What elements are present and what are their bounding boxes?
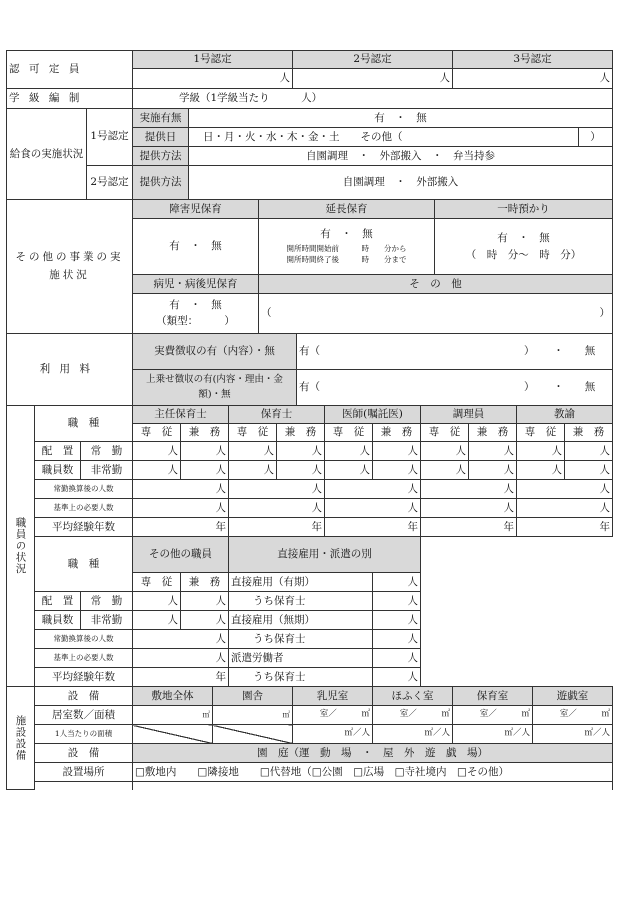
crawl-per-person[interactable]: ㎡／人	[373, 725, 453, 744]
other-staff-header: その他の職員	[133, 537, 229, 573]
hijoukin-label: 非常勤	[81, 461, 133, 480]
staff-count-cell[interactable]: 人	[133, 461, 181, 480]
cert1-header: 1号認定	[133, 51, 293, 69]
staff-count-cell[interactable]: 人	[373, 442, 421, 461]
temp-care-yesno[interactable]: 有 ・ 無	[497, 231, 550, 244]
kijun-cell[interactable]: 人	[229, 499, 325, 518]
direct-fixed-count[interactable]: 人	[373, 573, 421, 592]
staff-count-cell[interactable]: 人	[229, 442, 277, 461]
direct-perm-label: 直接雇用（無期）	[229, 611, 373, 630]
hoiku-of-haken: うち保育士	[229, 668, 373, 687]
meal-days-close: ）	[579, 128, 613, 147]
hijoukin-label-2: 非常勤	[81, 611, 133, 630]
extended-end[interactable]: 開所時間終了後 時 分まで	[286, 255, 407, 265]
haichi-label-2: 配 置	[35, 592, 81, 611]
meal-impl-label: 実施有無	[133, 109, 189, 128]
type-chief-nurse: 主任保育士	[133, 406, 229, 424]
other-staff-count[interactable]: 人	[133, 611, 181, 630]
col-ken: 兼 務	[277, 424, 325, 442]
staff-count-cell[interactable]: 人	[181, 461, 229, 480]
other-staff-count[interactable]: 人	[181, 611, 229, 630]
joukin-label-2: 常 勤	[81, 592, 133, 611]
col-building: 園舎	[213, 687, 293, 706]
cut-cell	[133, 782, 613, 790]
col-crawl-room: ほふく室	[373, 687, 453, 706]
type-doctor: 医師(嘱託医)	[325, 406, 421, 424]
col-sen: 専 従	[133, 424, 181, 442]
cert1-count[interactable]: 人	[133, 69, 293, 89]
temp-care-time[interactable]: （ 時 分～ 時 分）	[465, 248, 582, 261]
staff-count-cell[interactable]: 人	[517, 442, 565, 461]
meal-no1-label: 1号認定	[87, 109, 133, 166]
others-header: そ の 他	[259, 275, 613, 294]
col-nursery-room: 保育室	[453, 687, 533, 706]
kansan-label-2: 常勤換算後の人数	[35, 630, 133, 649]
haken-count[interactable]: 人	[373, 649, 421, 668]
building-per-person-na	[213, 725, 293, 744]
other-business-label: その他の事業の実施状況	[7, 200, 133, 334]
meal-method1-label: 提供方法	[133, 147, 189, 166]
kansan-cell[interactable]: 人	[517, 480, 613, 499]
type-teacher: 教諭	[517, 406, 613, 424]
infant-per-person[interactable]: ㎡／人	[293, 725, 373, 744]
kansan-cell[interactable]: 人	[421, 480, 517, 499]
meal-table	[6, 108, 613, 200]
kijun-cell[interactable]: 人	[421, 499, 517, 518]
other-business-table	[6, 199, 613, 334]
cert2-header: 2号認定	[293, 51, 453, 69]
fee-extra-close: ）	[497, 370, 537, 406]
extended-care-yesno[interactable]: 有 ・ 無	[320, 228, 373, 241]
meal-label: 給食の実施状況	[7, 109, 87, 200]
fee-label: 利用料	[7, 334, 133, 406]
disabled-care-value[interactable]: 有 ・ 無	[133, 219, 259, 275]
meal-method1-value[interactable]: 自園調理 ・ 外部搬入 ・ 弁当持参	[189, 147, 613, 166]
cut-cell	[35, 782, 133, 790]
staff-count-cell[interactable]: 人	[469, 442, 517, 461]
fee-extra-label: 上乗せ徴収の有(内容・理由・金額)・無	[133, 370, 297, 406]
keiken-cell[interactable]: 年	[325, 518, 421, 537]
fee-actual-value[interactable]: 有（	[297, 334, 497, 370]
kijun-cell[interactable]: 人	[517, 499, 613, 518]
staff-count-cell[interactable]: 人	[325, 461, 373, 480]
kansan-cell[interactable]: 人	[325, 480, 421, 499]
staff-count-cell[interactable]: 人	[181, 442, 229, 461]
keiken-cell[interactable]: 年	[229, 518, 325, 537]
direct-fixed-label: 直接雇用（有期）	[229, 573, 373, 592]
meal-method2-label: 提供方法	[133, 166, 189, 200]
hoiku-of-perm: うち保育士	[229, 630, 373, 649]
play-room-count[interactable]: 室／	[559, 709, 577, 720]
haichi-label: 配 置	[35, 442, 81, 461]
extended-care-header: 延長保育	[259, 200, 435, 219]
infant-room-count[interactable]: 室／	[319, 709, 337, 720]
cert2-count[interactable]: 人	[293, 69, 453, 89]
place-options[interactable]: □敷地内 □隣接地 □代替地（□公園 □広場 □寺社境内 □その他）	[133, 763, 613, 782]
staff-count-cell[interactable]: 人	[421, 442, 469, 461]
cert3-count[interactable]: 人	[453, 69, 613, 89]
col-site: 敷地全体	[133, 687, 213, 706]
infant-room-area[interactable]: ㎡	[361, 709, 370, 720]
joukin-label: 常 勤	[81, 442, 133, 461]
crawl-room-count[interactable]: 室／	[399, 709, 417, 720]
fee-actual-label: 実費徴収の有（内容）・無	[133, 334, 297, 370]
staff-table	[6, 405, 613, 687]
employ-header: 直接雇用・派遣の別	[229, 537, 421, 573]
staff-count-cell[interactable]: 人	[469, 461, 517, 480]
staff-count-cell[interactable]: 人	[133, 442, 181, 461]
nursery-room-count[interactable]: 室／	[479, 709, 497, 720]
kansan-label: 常勤換算後の人数	[35, 480, 133, 499]
place-label: 設置場所	[35, 763, 133, 782]
others-open: （	[261, 307, 272, 320]
equip-label-2: 設 備	[35, 744, 133, 763]
sick-care-header: 病児・病後児保育	[133, 275, 259, 294]
col-play-room: 遊戯室	[533, 687, 613, 706]
fee-actual-close: ）	[497, 334, 537, 370]
other-kijun-cell[interactable]: 人	[133, 649, 229, 668]
keiken-label: 平均経験年数	[35, 518, 133, 537]
keiken-cell[interactable]: 年	[517, 518, 613, 537]
col-infant-room: 乳児室	[293, 687, 373, 706]
kansan-cell[interactable]: 人	[133, 480, 229, 499]
facility-table	[6, 686, 613, 790]
per-person-label: 1人当たりの面積	[35, 725, 133, 744]
facility-side-label: 施設設備	[7, 687, 35, 790]
kansan-cell[interactable]: 人	[229, 480, 325, 499]
col-sen: 専 従	[517, 424, 565, 442]
type-cook: 調理員	[421, 406, 517, 424]
temp-care-header: 一時預かり	[435, 200, 613, 219]
meal-days-label: 提供日	[133, 128, 189, 147]
garden-header: 園 庭（運 動 場 ・ 屋 外 遊 戯 場）	[133, 744, 613, 763]
type-nurse: 保育士	[229, 406, 325, 424]
other-keiken-cell[interactable]: 年	[133, 668, 229, 687]
staff-count-cell[interactable]: 人	[325, 442, 373, 461]
equip-label: 設 備	[35, 687, 133, 706]
building-area[interactable]: ㎡	[213, 706, 293, 725]
play-room-area[interactable]: ㎡	[601, 709, 610, 720]
meal-method2-value[interactable]: 自園調理 ・ 外部搬入	[189, 166, 613, 200]
col-sen: 専 従	[325, 424, 373, 442]
hoiku-of-fixed: うち保育士	[229, 592, 373, 611]
col-ken: 兼 務	[565, 424, 613, 442]
kijun-cell[interactable]: 人	[325, 499, 421, 518]
nursery-room-area[interactable]: ㎡	[521, 709, 530, 720]
col-sen: 専 従	[133, 573, 181, 592]
hoiku-of-fixed-count[interactable]: 人	[373, 592, 421, 611]
haken-label: 派遣労働者	[229, 649, 373, 668]
staff-count-cell[interactable]: 人	[565, 461, 613, 480]
staff-count-cell[interactable]: 人	[277, 442, 325, 461]
col-ken: 兼 務	[181, 573, 229, 592]
staff-count-cell[interactable]: 人	[229, 461, 277, 480]
hoiku-of-haken-count[interactable]: 人	[373, 668, 421, 687]
cert3-header: 3号認定	[453, 51, 613, 69]
staff-count-cell[interactable]: 人	[517, 461, 565, 480]
col-sen: 専 従	[229, 424, 277, 442]
staff-side-label: 職員の状況	[7, 406, 35, 687]
class-label: 学級編制	[7, 89, 133, 109]
hoiku-of-perm-count[interactable]: 人	[373, 630, 421, 649]
sick-care-yesno[interactable]: 有 ・ 無	[169, 298, 222, 311]
direct-perm-count[interactable]: 人	[373, 611, 421, 630]
keiken-cell[interactable]: 年	[133, 518, 229, 537]
staff-kind-label-2: 職 種	[35, 537, 133, 592]
meal-days-value[interactable]: 日・月・火・水・木・金・土 その他（	[189, 128, 579, 147]
disabled-care-header: 障害児保育	[133, 200, 259, 219]
staff-count-cell[interactable]: 人	[373, 461, 421, 480]
class-value[interactable]: 学級（1学級当たり 人）	[133, 89, 613, 109]
staff-count-cell[interactable]: 人	[565, 442, 613, 461]
staff-kind-label: 職 種	[35, 406, 133, 442]
shokuin-label: 職員数	[35, 461, 81, 480]
application-form	[6, 50, 612, 790]
fee-extra-mu[interactable]: ・ 無	[537, 370, 613, 406]
kyoshitsu-label: 居室数／面積	[35, 706, 133, 725]
play-per-person[interactable]: ㎡／人	[533, 725, 613, 744]
col-ken: 兼 務	[469, 424, 517, 442]
extended-start[interactable]: 開所時間開始前 時 分から	[286, 244, 407, 254]
kijun-cell[interactable]: 人	[133, 499, 229, 518]
col-ken: 兼 務	[181, 424, 229, 442]
meal-no2-label: 2号認定	[87, 166, 133, 200]
other-kansan-cell[interactable]: 人	[133, 630, 229, 649]
site-per-person-na	[133, 725, 213, 744]
col-sen: 専 従	[421, 424, 469, 442]
sick-care-type[interactable]: （類型： ）	[156, 314, 235, 327]
crawl-room-area[interactable]: ㎡	[441, 709, 450, 720]
others-close: ）	[599, 307, 610, 320]
col-ken: 兼 務	[373, 424, 421, 442]
staff-count-cell[interactable]: 人	[421, 461, 469, 480]
meal-impl-value[interactable]: 有 ・ 無	[189, 109, 613, 128]
capacity-table	[6, 50, 613, 109]
other-staff-count[interactable]: 人	[181, 592, 229, 611]
keiken-cell[interactable]: 年	[421, 518, 517, 537]
keiken-label-2: 平均経験年数	[35, 668, 133, 687]
fee-extra-value[interactable]: 有（	[297, 370, 497, 406]
nursery-per-person[interactable]: ㎡／人	[453, 725, 533, 744]
shokuin-label-2: 職員数	[35, 611, 81, 630]
kijun-label: 基準上の必要人数	[35, 499, 133, 518]
staff-count-cell[interactable]: 人	[277, 461, 325, 480]
fee-actual-mu[interactable]: ・ 無	[537, 334, 613, 370]
kijun-label-2: 基準上の必要人数	[35, 649, 133, 668]
site-area[interactable]: ㎡	[133, 706, 213, 725]
other-staff-count[interactable]: 人	[133, 592, 181, 611]
fee-table	[6, 333, 613, 406]
capacity-label: 認可定員	[7, 51, 133, 89]
